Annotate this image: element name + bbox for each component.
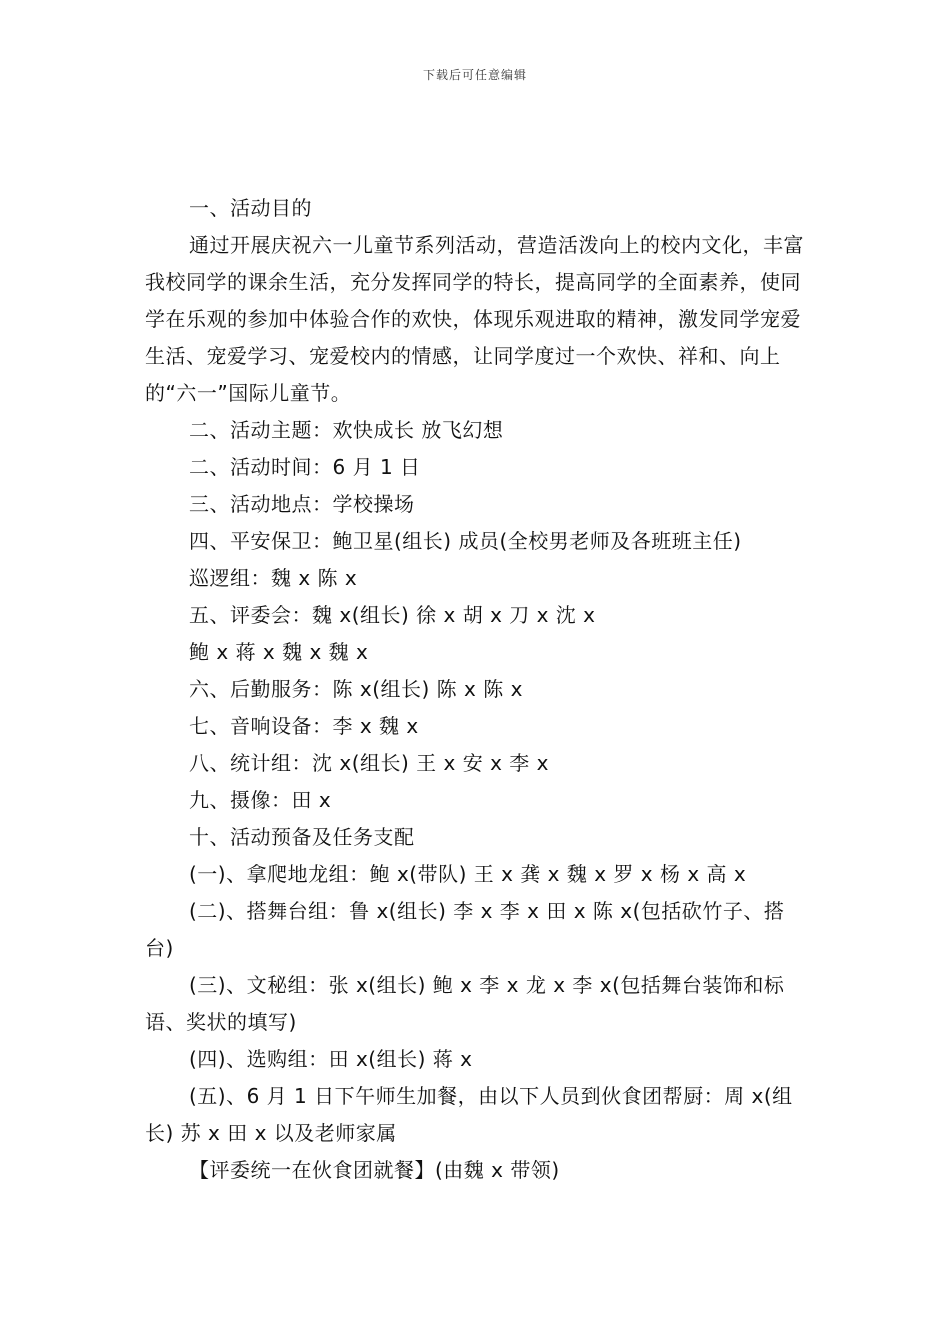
page-header: 下载后可任意编辑 xyxy=(422,68,527,82)
theme-line: 二、活动主题：欢快成长 放飞幻想 xyxy=(189,418,504,442)
time-line: 二、活动时间：6 月 1 日 xyxy=(189,455,421,479)
audio-line: 七、音响设备：李 x 魏 x xyxy=(189,714,419,738)
section-heading-purpose: 一、活动目的 xyxy=(189,196,312,220)
security-line: 四、平安保卫：鲍卫星(组长) 成员(全校男老师及各班班主任) xyxy=(189,529,742,553)
task-item-1: (一)、拿爬地龙组：鲍 x(带队) 王 x 龚 x 魏 x 罗 x 杨 x 高 x xyxy=(189,862,747,886)
document-body xyxy=(145,190,810,1189)
tasks-heading: 十、活动预备及任务支配 xyxy=(189,825,415,849)
location-line: 三、活动地点：学校操场 xyxy=(189,492,415,516)
patrol-line: 巡逻组：魏 x 陈 x xyxy=(189,566,358,590)
camera-line: 九、摄像：田 x xyxy=(189,788,332,812)
statistics-line: 八、统计组：沈 x(组长) 王 x 安 x 李 x xyxy=(189,751,549,775)
task-item-2: (二)、搭舞台组：鲁 x(组长) 李 x 李 x 田 x 陈 x(包括砍竹子、搭台) xyxy=(145,899,785,960)
judges-continued-line: 鲍 x 蒋 x 魏 x 魏 x xyxy=(189,640,369,664)
purpose-paragraph: 通过开展庆祝六一儿童节系列活动，营造活泼向上的校内文化，丰富我校同学的课余生活，充分发挥同学的特长，提高同学的全面素养，使同学在乐观的参加中体验合作的欢快，体现乐观进取的精神，激发同学宠爱生活、宠爱学习、宠爱校内的情感，让同学度过一个欢快、祥和、向上的“六一”国际儿童节。 xyxy=(145,233,804,405)
task-item-5: (五)、6 月 1 日下午师生加餐，由以下人员到伙食团帮厨：周 x(组长) 苏 x 田 x 以及老师家属 xyxy=(145,1084,793,1145)
task-item-3: (三)、文秘组：张 x(组长) 鲍 x 李 x 龙 x 李 x(包括舞台装饰和标语、奖状的填写) xyxy=(145,973,785,1034)
judges-meal-note: 【评委统一在伙食团就餐】(由魏 x 带领) xyxy=(189,1158,560,1182)
judges-line: 五、评委会：魏 x(组长) 徐 x 胡 x 刀 x 沈 x xyxy=(189,603,596,627)
logistics-line: 六、后勤服务：陈 x(组长) 陈 x 陈 x xyxy=(189,677,523,701)
task-item-4: (四)、选购组：田 x(组长) 蒋 x xyxy=(189,1047,473,1071)
